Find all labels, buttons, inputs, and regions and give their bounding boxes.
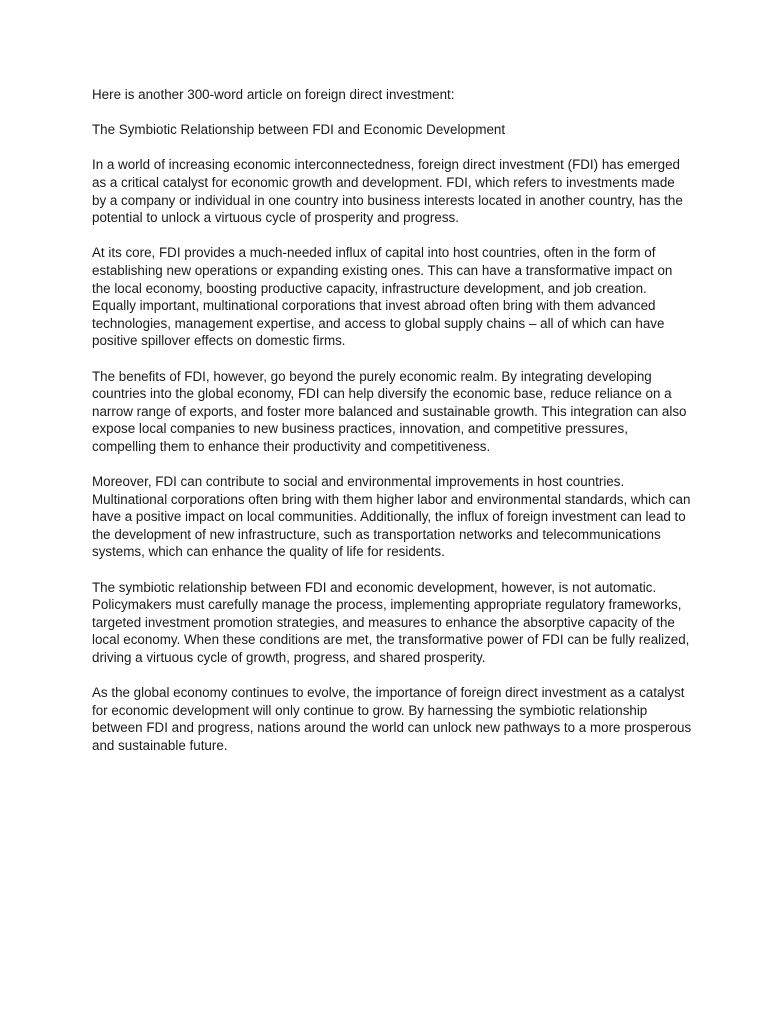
paragraph-6: As the global economy continues to evolve, the importance of foreign direct investment as a catalyst for economic development will only continue to grow. By harnessing the symbiotic relationship between FDI and progress, nations around the world can unlock new pathways to a more prosperous and sustainable future. <box>92 685 692 753</box>
paragraph-3: The benefits of FDI, however, go beyond the purely economic realm. By integrating developing countries into the global economy, FDI can help diversify the economic base, reduce reliance on a narrow range of exports, and foster more balanced and sustainable growth. This integration can also expose local companies to new business practices, innovation, and competitive pressures, compelling them to enhance their productivity and competitiveness. <box>92 368 687 454</box>
paragraph-4: Moreover, FDI can contribute to social and environmental improvements in host countries. Multinational corporations often bring with them higher labor and environmental standards, which can have a positive impact on local communities. Additionally, the influx of foreign investment can lead to the development of new infrastructure, such as transportation networks and telecommunications systems, which can enhance the quality of life for residents. <box>92 474 691 560</box>
intro-line: Here is another 300-word article on foreign direct investment: <box>92 87 455 102</box>
article-title: The Symbiotic Relationship between FDI and Economic Development <box>92 122 506 138</box>
document-page <box>92 86 692 772</box>
paragraph-5: The symbiotic relationship between FDI and economic development, however, is not automatic. Policymakers must carefully manage the process, implementing appropriate regulatory frameworks, targeted investment promotion strategies, and measures to enhance the absorptive capacity of the local economy. When these conditions are met, the transformative power of FDI can be fully realized, driving a virtuous cycle of growth, progress, and shared prosperity. <box>92 579 690 665</box>
paragraph-1: In a world of increasing economic interconnectedness, foreign direct investment (FDI) has emerged as a critical catalyst for economic growth and development. FDI, which refers to investments made by a company or individual in one country into business interests located in another country, has the potential to unlock a virtuous cycle of prosperity and progress. <box>92 157 683 226</box>
paragraph-2: At its core, FDI provides a much-needed influx of capital into host countries, often in the form of establishing new operations or expanding existing ones. This can have a transformative impact on the local economy, boosting productive capacity, infrastructure development, and job creation. Equally important, multinational corporations that invest abroad often bring with them advanced technologies, management expertise, and access to global supply chains – all of which can have positive spillover effects on domestic firms. <box>92 245 673 349</box>
